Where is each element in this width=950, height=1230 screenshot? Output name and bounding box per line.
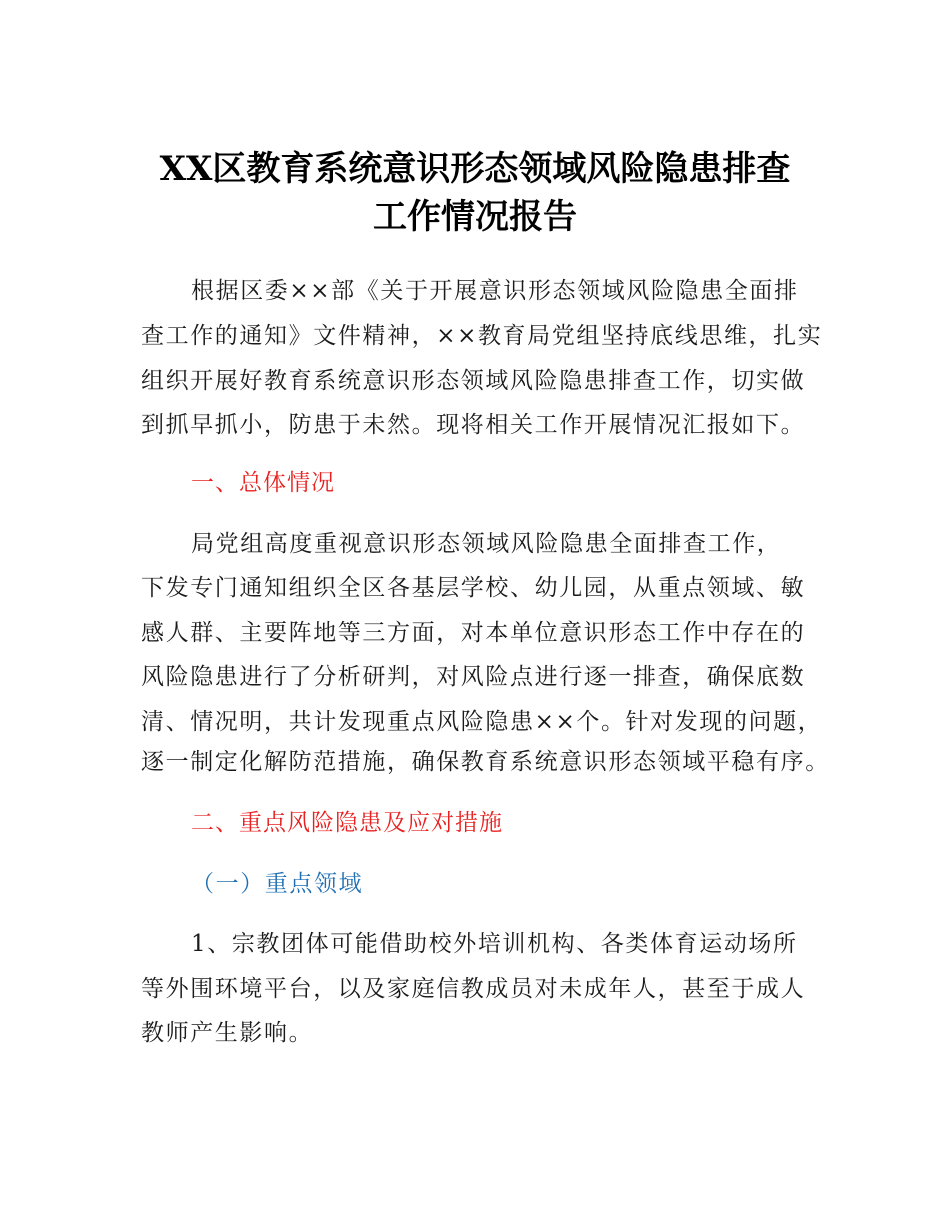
section-1-line-5: 清、情况明，共计发现重点风险隐患××个。针对发现的问题，	[141, 709, 823, 735]
document-title-line-1: XX区教育系统意识形态领域风险隐患排查	[159, 149, 791, 189]
item-1-line-1: 1、宗教团体可能借助校外培训机构、各类体育运动场所	[191, 931, 798, 957]
intro-line-1: 根据区委××部《关于开展意识形态领域风险隐患全面排	[191, 278, 799, 304]
section-1-line-4: 风险隐患进行了分析研判，对风险点进行逐一排查，确保底数	[141, 664, 806, 690]
intro-line-3: 组织开展好教育系统意识形态领域风险隐患排查工作，切实做	[141, 368, 806, 394]
document-title-line-2: 工作情况报告	[373, 197, 577, 237]
intro-line-2: 查工作的通知》文件精神，××教育局党组坚持底线思维，扎实	[141, 323, 823, 349]
item-1-line-3: 教师产生影响。	[141, 1020, 314, 1046]
section-1-heading: 一、总体情况	[191, 470, 335, 496]
section-1-line-6: 逐一制定化解防范措施，确保教育系统意识形态领域平稳有序。	[141, 749, 830, 775]
intro-line-4: 到抓早抓小，防患于未然。现将相关工作开展情况汇报如下。	[141, 412, 806, 438]
section-1-line-1: 局党组高度重视意识形态领域风险隐患全面排查工作，	[191, 531, 782, 557]
subsection-1-heading: （一）重点领域	[191, 871, 364, 897]
section-1-line-2: 下发专门通知组织全区各基层学校、幼儿园，从重点领域、敏	[141, 575, 806, 601]
section-1-line-3: 感人群、主要阵地等三方面，对本单位意识形态工作中存在的	[141, 620, 806, 646]
item-1-line-2: 等外围环境平台，以及家庭信教成员对未成年人，甚至于成人	[141, 976, 806, 1002]
section-2-heading: 二、重点风险隐患及应对措施	[191, 810, 503, 836]
